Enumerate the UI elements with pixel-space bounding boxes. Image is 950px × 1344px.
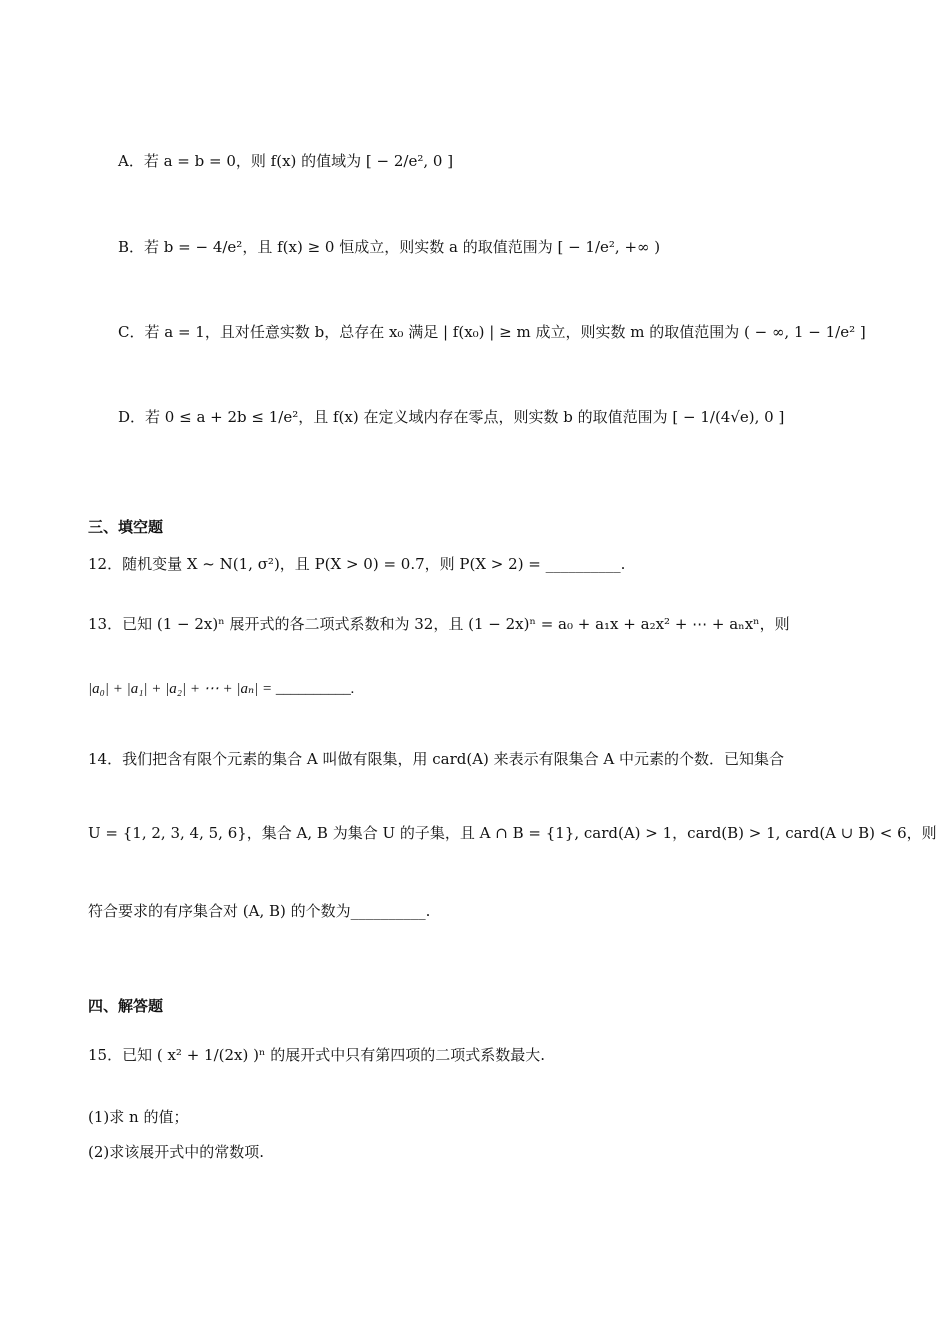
option-a: A．若 a = b = 0，则 f(x) 的值域为 [ − 2/e², 0 ]: [118, 152, 454, 170]
question-14-line-2: U = {1, 2, 3, 4, 5, 6}，集合 A, B 为集合 U 的子集，且 A ∩ B = {1}, card(A) > 1，card(B) > 1, card(A ∪ B) < 6，则: [88, 824, 937, 842]
option-b: B．若 b = − 4/e²，且 f(x) ≥ 0 恒成立，则实数 a 的取值范围为 [ − 1/e², +∞ ): [118, 238, 661, 256]
section-4-title: 四、解答题: [88, 997, 164, 1015]
question-15-part-2: (2)求该展开式中的常数项.: [88, 1143, 265, 1161]
section-3-title: 三、填空题: [88, 518, 164, 536]
question-13-line-1: 13．已知 (1 − 2x)ⁿ 展开式的各二项式系数和为 32，且 (1 − 2x)ⁿ = a₀ + a₁x + a₂x² + ⋯ + aₙxⁿ，则: [88, 615, 790, 633]
option-d: D．若 0 ≤ a + 2b ≤ 1/e²，且 f(x) 在定义域内存在零点，则实数 b 的取值范围为 [ − 1/(4√e), 0 ]: [118, 408, 785, 426]
question-13-line-2: |a₀| + |a₁| + |a₂| + ⋯ + |aₙ| = __________.: [88, 681, 355, 697]
question-15: 15．已知 ( x² + 1/(2x) )ⁿ 的展开式中只有第四项的二项式系数最大.: [88, 1046, 546, 1064]
question-14-line-1: 14．我们把含有限个元素的集合 A 叫做有限集，用 card(A) 来表示有限集合 A 中元素的个数．已知集合: [88, 750, 785, 768]
question-14-line-3: 符合要求的有序集合对 (A, B) 的个数为__________.: [88, 902, 431, 920]
question-12: 12．随机变量 X ~ N(1, σ²)，且 P(X > 0) = 0.7，则 P(X > 2) = __________.: [88, 555, 626, 573]
option-c: C．若 a = 1，且对任意实数 b，总存在 x₀ 满足 | f(x₀) | ≥ m 成立，则实数 m 的取值范围为 ( − ∞, 1 − 1/e² ]: [118, 323, 866, 341]
question-15-part-1: (1)求 n 的值；: [88, 1108, 189, 1126]
